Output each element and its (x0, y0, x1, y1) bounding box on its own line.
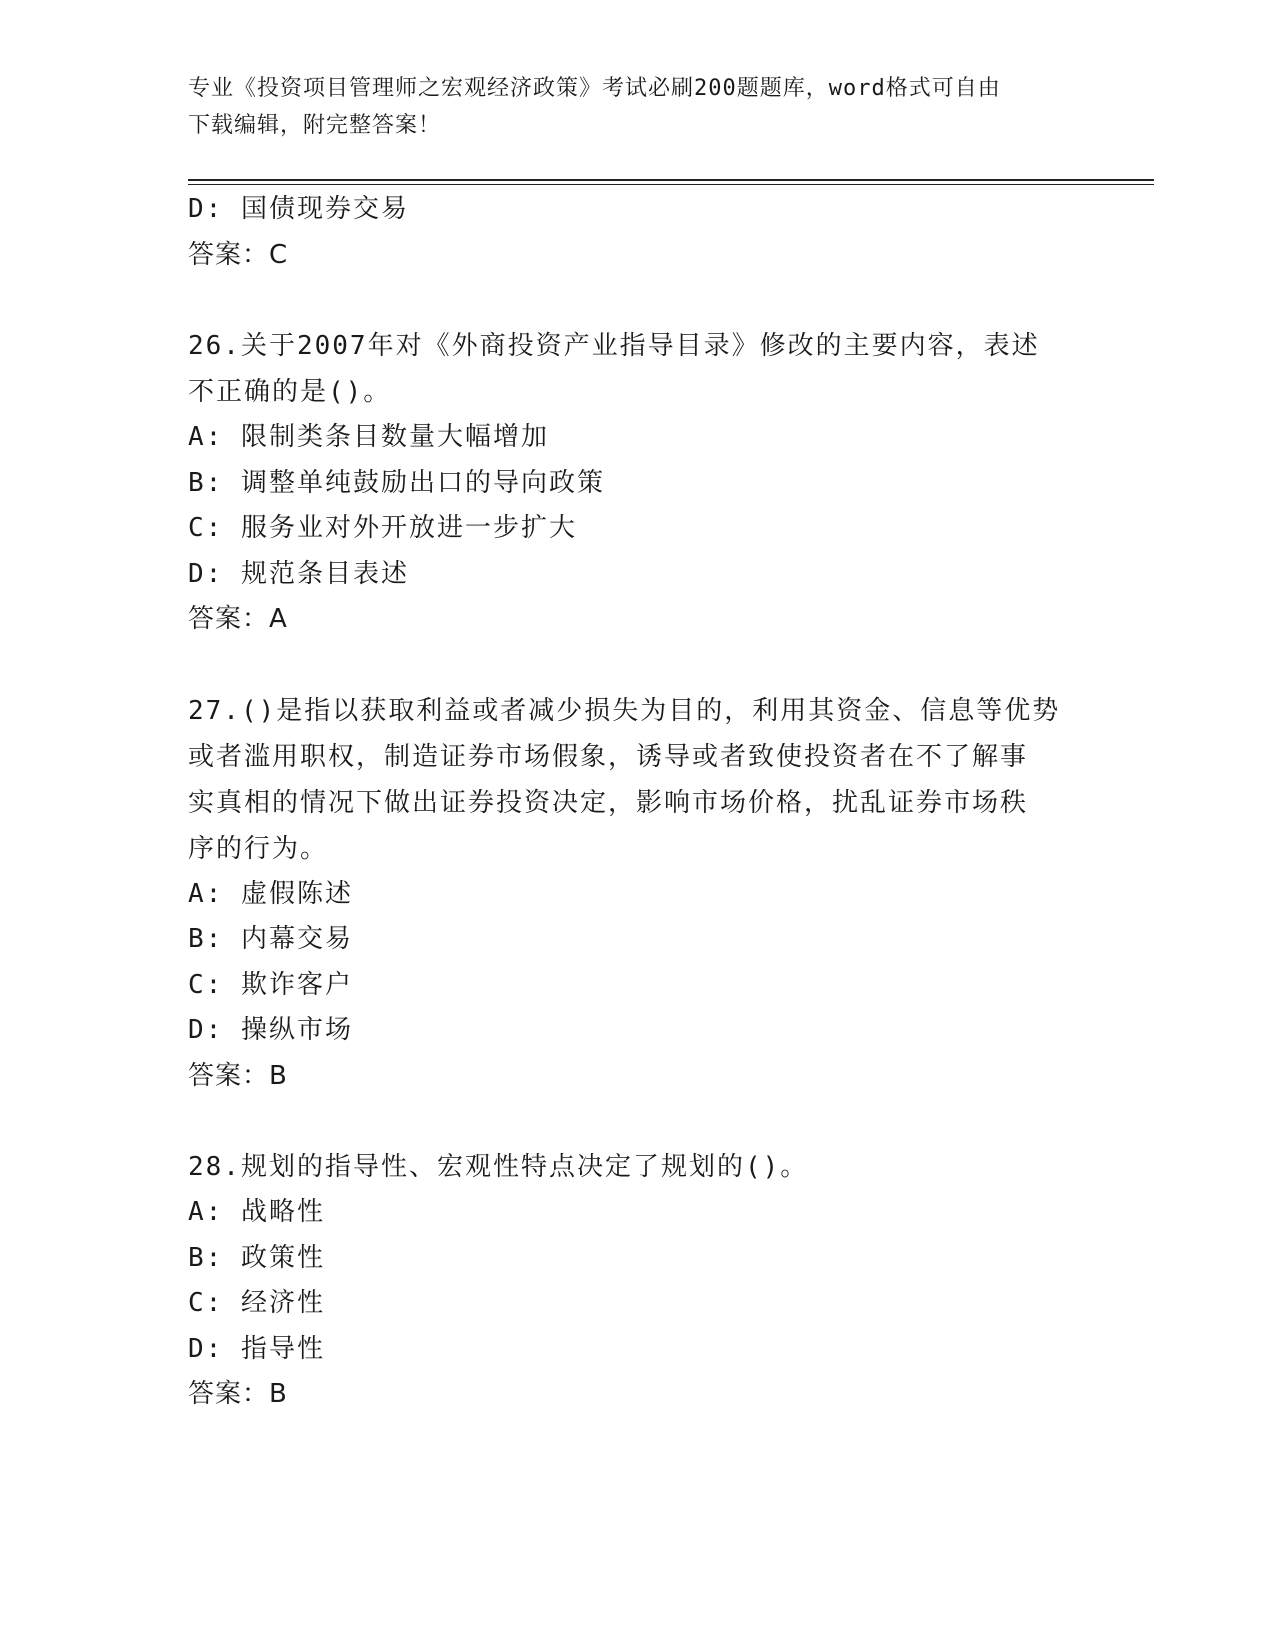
option-a: A: 战略性 (188, 1197, 325, 1227)
answer: 答案：B (188, 1379, 288, 1409)
question-27 (188, 688, 1088, 1100)
answer: 答案：B (188, 1060, 288, 1091)
question-stem-line: 序的行为。 (188, 833, 329, 864)
header-divider (188, 179, 1154, 185)
option-b: B: 调整单纯鼓励出口的导向政策 (188, 467, 605, 498)
question-stem-line: 26.关于2007年对《外商投资产业指导目录》修改的主要内容，表述 (188, 331, 1040, 361)
header-line-2: 下载编辑，附完整答案！ (188, 113, 442, 138)
option-d: D: 操纵市场 (188, 1015, 353, 1045)
question-28 (188, 1144, 1088, 1418)
question-stem-line: 不正确的是()。 (188, 377, 392, 407)
question-stem-line: 27.()是指以获取利益或者减少损失为目的，利用其资金、信息等优势 (188, 695, 1061, 726)
document-header (188, 70, 1088, 144)
prev-answer: 答案：C (188, 239, 289, 270)
option-d: D: 指导性 (188, 1333, 325, 1364)
option-a: A: 虚假陈述 (188, 878, 353, 909)
question-26 (188, 323, 1088, 643)
document-body (188, 187, 1088, 1418)
spacer (188, 1099, 1088, 1144)
option-d: D: 规范条目表述 (188, 558, 409, 589)
option-a: A: 限制类条目数量大幅增加 (188, 422, 549, 452)
question-stem-line: 实真相的情况下做出证券投资决定，影响市场价格，扰乱证券市场秩 (188, 787, 1029, 818)
question-stem-line: 28.规划的指导性、宏观性特点决定了规划的()。 (188, 1152, 809, 1182)
answer: 答案：A (188, 604, 288, 634)
question-stem-line: 或者滥用职权，制造证券市场假象，诱导或者致使投资者在不了解事 (188, 741, 1029, 772)
spacer (188, 643, 1088, 688)
option-c: C: 欺诈客户 (188, 969, 353, 1000)
option-c: C: 服务业对外开放进一步扩大 (188, 513, 577, 543)
option-c: C: 经济性 (188, 1288, 325, 1318)
spacer (188, 278, 1088, 323)
option-b: B: 内幕交易 (188, 924, 353, 954)
header-line-1: 专业《投资项目管理师之宏观经济政策》考试必刷200题题库，word格式可自由 (188, 76, 1001, 101)
option-b: B: 政策性 (188, 1242, 325, 1273)
prev-option-d: D: 国债现券交易 (188, 194, 409, 224)
